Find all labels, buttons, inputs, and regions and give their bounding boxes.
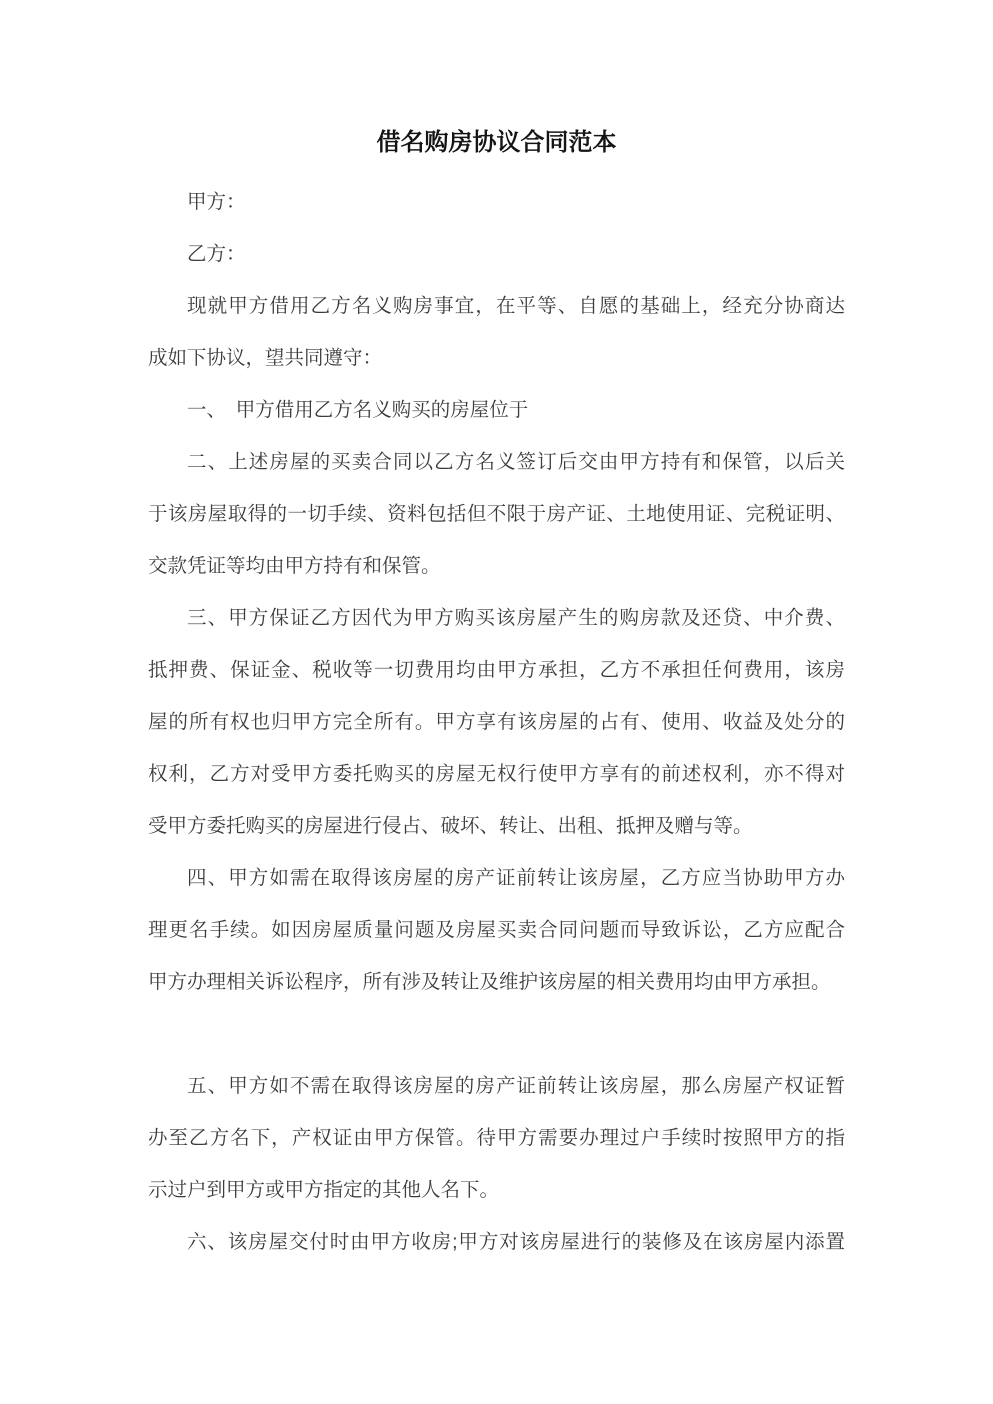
paragraph (148, 176, 845, 228)
paragraph (148, 1060, 845, 1216)
paragraph (148, 384, 845, 436)
text-line: 交款凭证等均由甲方持有和保管。 (148, 555, 441, 577)
paragraph (148, 436, 845, 592)
text-line: 一、 甲方借用乙方名义购买的房屋位于 (187, 399, 529, 421)
text-line: 抵押费、保证金、税收等一切费用均由甲方承担，乙方不承担任何费用，该房 (148, 659, 845, 681)
document-body (148, 176, 845, 1268)
text-line: 乙方： (187, 243, 246, 265)
text-line: 六、该房屋交付时由甲方收房;甲方对该房屋进行的装修及在该房屋内添置 (187, 1231, 845, 1253)
text-line: 于该房屋取得的一切手续、资料包括但不限于房产证、土地使用证、完税证明、 (148, 503, 845, 525)
paragraph (148, 592, 845, 852)
text-line: 理更名手续。如因房屋质量问题及房屋买卖合同问题而导致诉讼，乙方应配合 (148, 919, 845, 941)
text-line: 甲方办理相关诉讼程序，所有涉及转让及维护该房屋的相关费用均由甲方承担。 (148, 971, 831, 993)
text-line: 四、甲方如需在取得该房屋的房产证前转让该房屋，乙方应当协助甲方办 (187, 867, 845, 889)
text-line: 五、甲方如不需在取得该房屋的房产证前转让该房屋，那么房屋产权证暂 (187, 1075, 845, 1097)
paragraph (148, 228, 845, 280)
text-line: 权利，乙方对受甲方委托购买的房屋无权行使甲方享有的前述权利，亦不得对 (148, 763, 845, 785)
text-line: 甲方： (187, 191, 246, 213)
document-title: 借名购房协议合同范本 (376, 129, 617, 156)
text-line: 示过户到甲方或甲方指定的其他人名下。 (148, 1179, 500, 1201)
text-line: 办至乙方名下，产权证由甲方保管。待甲方需要办理过户手续时按照甲方的指 (148, 1127, 845, 1149)
text-line: 受甲方委托购买的房屋进行侵占、破坏、转让、出租、抵押及赠与等。 (148, 815, 753, 837)
text-line: 二、上述房屋的买卖合同以乙方名义签订后交由甲方持有和保管，以后关 (187, 451, 845, 473)
text-line: 现就甲方借用乙方名义购房事宜，在平等、自愿的基础上，经充分协商达 (187, 295, 845, 317)
paragraph (148, 280, 845, 384)
text-line: 成如下协议，望共同遵守： (148, 347, 383, 369)
text-line: 三、甲方保证乙方因代为甲方购买该房屋产生的购房款及还贷、中介费、 (187, 607, 845, 629)
paragraph (148, 852, 845, 1008)
document-content (148, 120, 845, 1268)
paragraph (148, 1216, 845, 1268)
text-line: 屋的所有权也归甲方完全所有。甲方享有该房屋的占有、使用、收益及处分的 (148, 711, 845, 733)
